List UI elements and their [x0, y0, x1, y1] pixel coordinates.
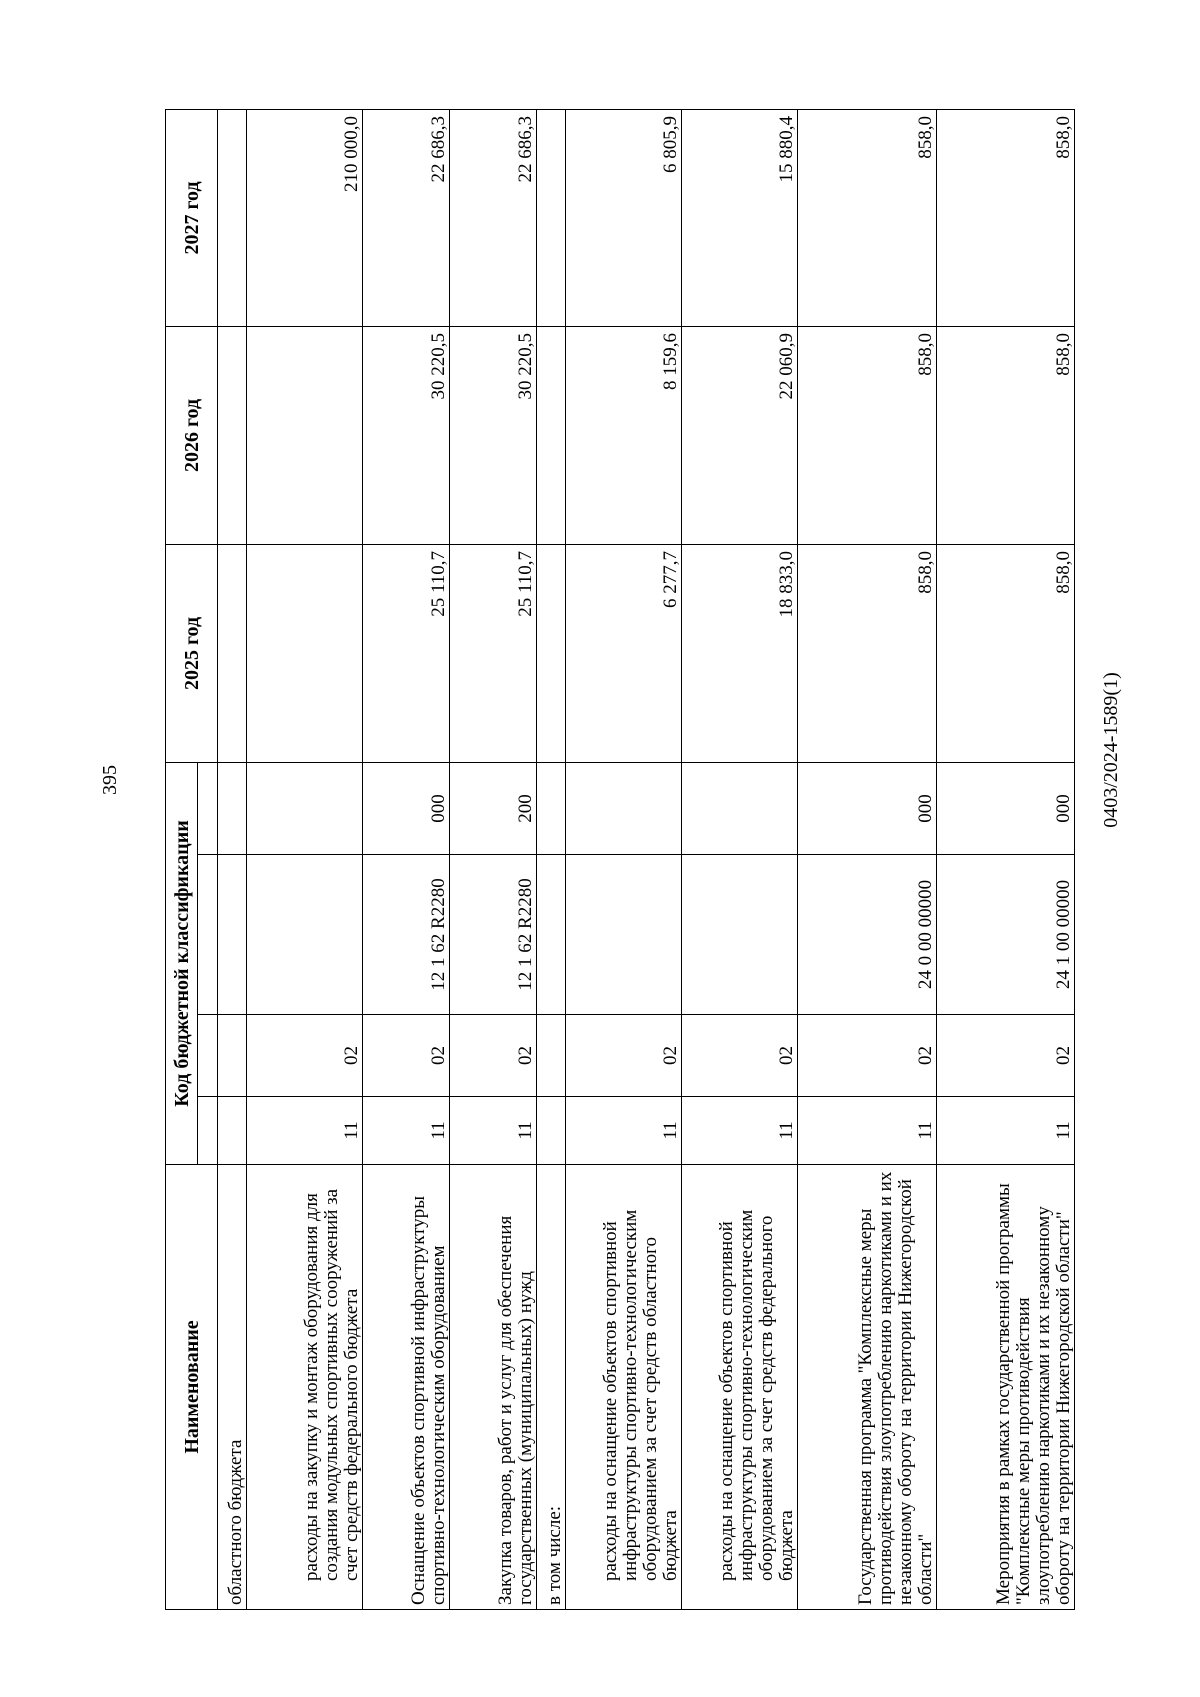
code-section: 11	[682, 1097, 798, 1165]
row-name: расходы на оснащение объектов спортивной инфраструктуры спортивно-технологическим оборудованием за счет средств областного бюджета	[600, 1209, 682, 1581]
code-expense-type: 000	[798, 762, 936, 854]
code-expense-type	[682, 762, 798, 854]
code-target: 24 1 00 00000	[936, 855, 1074, 1015]
table-row	[363, 109, 450, 1609]
code-section	[218, 1097, 247, 1165]
value-2025: 25 110,7	[450, 544, 537, 762]
row-name: Закупка товаров, работ и услуг для обеспечения государственных (муниципальных) нужд	[450, 1165, 537, 1610]
row-name: Оснащение объектов спортивной инфраструктуры спортивно-технологическим оборудованием	[363, 1165, 450, 1610]
code-expense-type	[537, 762, 566, 854]
code-subsection: 02	[682, 1015, 798, 1097]
value-2025: 25 110,7	[363, 544, 450, 762]
value-2026: 8 159,6	[566, 326, 682, 544]
code-target	[218, 855, 247, 1015]
value-2025: 858,0	[936, 544, 1074, 762]
value-2025: 6 277,7	[566, 544, 682, 762]
header-2025: 2025 год	[166, 544, 218, 762]
document-code: 0403/2024-1589(1)	[1100, 672, 1122, 828]
table-row	[537, 109, 566, 1609]
value-2027: 15 880,4	[682, 109, 798, 326]
value-2026: 30 220,5	[363, 326, 450, 544]
code-subcell	[198, 1097, 218, 1165]
page-number: 395	[99, 765, 121, 795]
code-subsection	[537, 1015, 566, 1097]
code-subsection	[218, 1015, 247, 1097]
table-header-row	[166, 109, 198, 1609]
code-section: 11	[936, 1097, 1074, 1165]
code-target: 12 1 62 R2280	[450, 855, 537, 1015]
code-subsection: 02	[798, 1015, 936, 1097]
code-expense-type	[566, 762, 682, 854]
code-subcell	[198, 762, 218, 854]
table-row	[566, 109, 682, 1609]
code-target	[566, 855, 682, 1015]
code-subsection: 02	[566, 1015, 682, 1097]
value-2027	[537, 109, 566, 326]
header-2027: 2027 год	[166, 109, 218, 326]
code-target: 24 0 00 00000	[798, 855, 936, 1015]
code-subcell	[198, 855, 218, 1015]
value-2026	[247, 326, 363, 544]
table-row	[450, 109, 537, 1609]
row-name: Мероприятия в рамках государственной программы "Комплексные меры противодействия злоупотреблению наркотиками и их незаконному обороту на территории Нижегородской области"	[936, 1165, 1074, 1610]
code-expense-type	[218, 762, 247, 854]
budget-table-wrapper	[165, 110, 1075, 1610]
code-target	[682, 855, 798, 1015]
code-target	[247, 855, 363, 1015]
code-section: 11	[450, 1097, 537, 1165]
value-2027: 22 686,3	[450, 109, 537, 326]
value-2026: 22 060,9	[682, 326, 798, 544]
row-name: в том числе:	[537, 1165, 566, 1610]
value-2025	[247, 544, 363, 762]
value-2026: 30 220,5	[450, 326, 537, 544]
row-name: расходы на закупку и монтаж оборудования для создания модульных спортивных сооружений за счет средств федерального бюджета	[301, 1188, 363, 1581]
code-expense-type: 000	[936, 762, 1074, 854]
value-2027	[218, 109, 247, 326]
code-expense-type: 000	[363, 762, 450, 854]
value-2027: 210 000,0	[247, 109, 363, 326]
code-subsection: 02	[450, 1015, 537, 1097]
code-target	[537, 855, 566, 1015]
row-name: областного бюджета	[218, 1165, 247, 1610]
code-section: 11	[566, 1097, 682, 1165]
row-name: расходы на оснащение объектов спортивной инфраструктуры спортивно-технологическим оборудованием за счет средств федерального бюджета	[716, 1209, 798, 1581]
value-2025	[537, 544, 566, 762]
value-2026	[218, 326, 247, 544]
budget-table	[165, 109, 1075, 1610]
value-2027: 858,0	[798, 109, 936, 326]
value-2027: 858,0	[936, 109, 1074, 326]
table-row	[247, 109, 363, 1609]
value-2025	[218, 544, 247, 762]
value-2027: 6 805,9	[566, 109, 682, 326]
code-target: 12 1 62 R2280	[363, 855, 450, 1015]
code-subsection: 02	[247, 1015, 363, 1097]
code-subsection: 02	[936, 1015, 1074, 1097]
value-2026: 858,0	[936, 326, 1074, 544]
code-expense-type: 200	[450, 762, 537, 854]
table-row	[798, 109, 936, 1609]
value-2025: 858,0	[798, 544, 936, 762]
row-name: Государственная программа "Комплексные меры противодействия злоупотреблению наркотиками и их незаконному обороту на территории Нижегородской области"	[798, 1165, 936, 1610]
code-section: 11	[247, 1097, 363, 1165]
table-row	[218, 109, 247, 1609]
code-section: 11	[798, 1097, 936, 1165]
code-subsection: 02	[363, 1015, 450, 1097]
table-row	[936, 109, 1074, 1609]
value-2027: 22 686,3	[363, 109, 450, 326]
header-code: Код бюджетной классификации	[166, 762, 198, 1164]
value-2026	[537, 326, 566, 544]
code-expense-type	[247, 762, 363, 854]
table-row	[682, 109, 798, 1609]
header-name: Наименование	[166, 1165, 218, 1610]
code-section	[537, 1097, 566, 1165]
header-2026: 2026 год	[166, 326, 218, 544]
code-subcell	[198, 1015, 218, 1097]
value-2026: 858,0	[798, 326, 936, 544]
code-section: 11	[363, 1097, 450, 1165]
value-2025: 18 833,0	[682, 544, 798, 762]
